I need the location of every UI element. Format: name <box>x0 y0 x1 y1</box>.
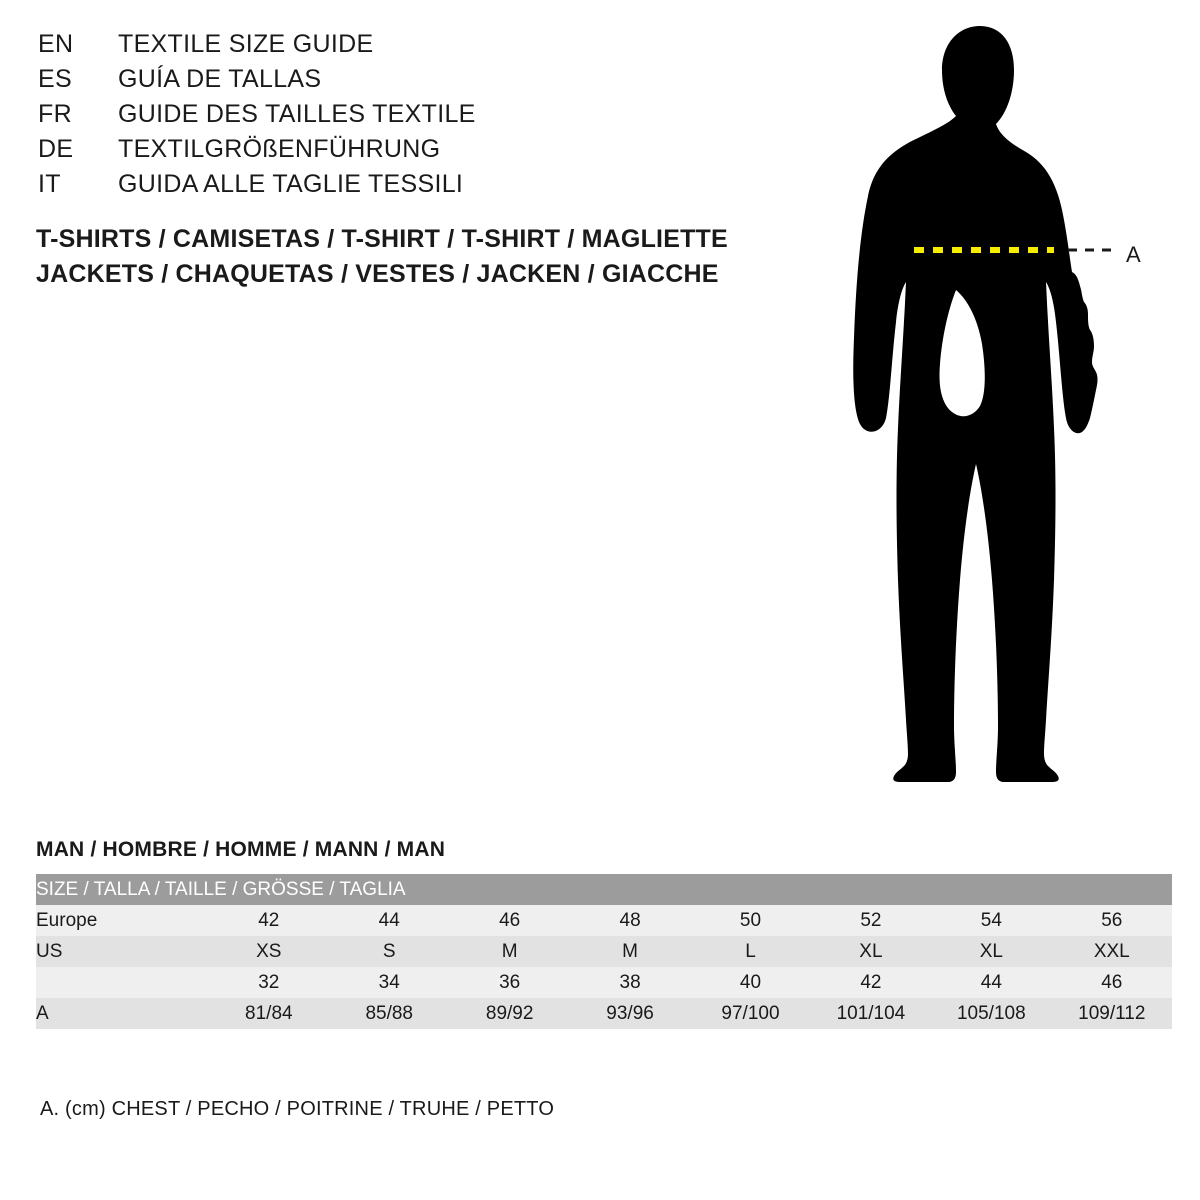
table-cell: 81/84 <box>209 998 329 1029</box>
language-text: GUIDE DES TAILLES TEXTILE <box>118 100 476 128</box>
table-cell: S <box>329 936 449 967</box>
table-cell: XL <box>931 936 1051 967</box>
language-text: GUÍA DE TALLAS <box>118 65 322 93</box>
table-cell: 97/100 <box>690 998 810 1029</box>
table-cell: 38 <box>570 967 690 998</box>
language-text: TEXTILE SIZE GUIDE <box>118 30 374 58</box>
row-label: US <box>36 936 209 967</box>
row-label <box>36 967 209 998</box>
table-cell: 46 <box>449 905 569 936</box>
table-cell: 85/88 <box>329 998 449 1029</box>
table-row <box>36 905 1172 936</box>
table-cell: 42 <box>811 967 931 998</box>
table-cell: 52 <box>811 905 931 936</box>
language-row <box>38 30 758 65</box>
table-cell: XXL <box>1052 936 1172 967</box>
table-cell: 40 <box>690 967 810 998</box>
table-cell: 101/104 <box>811 998 931 1029</box>
table-cell: M <box>570 936 690 967</box>
table-cell: M <box>449 936 569 967</box>
language-row <box>38 100 758 135</box>
table-cell: 32 <box>209 967 329 998</box>
table-row <box>36 998 1172 1029</box>
table-row <box>36 967 1172 998</box>
table-row <box>36 936 1172 967</box>
language-code: EN <box>38 30 74 58</box>
table-cell: 44 <box>931 967 1051 998</box>
body-figure <box>830 20 1170 790</box>
table-cell: 93/96 <box>570 998 690 1029</box>
language-code: FR <box>38 100 72 128</box>
table-cell: 48 <box>570 905 690 936</box>
row-label: A <box>36 998 209 1029</box>
garment-line-jackets: JACKETS / CHAQUETAS / VESTES / JACKEN / GIACCHE <box>36 260 719 288</box>
table-cell: 42 <box>209 905 329 936</box>
language-code: ES <box>38 65 72 93</box>
table-cell: XS <box>209 936 329 967</box>
garment-line-tshirts: T-SHIRTS / CAMISETAS / T-SHIRT / T-SHIRT / MAGLIETTE <box>36 225 728 253</box>
table-cell: 56 <box>1052 905 1172 936</box>
table-cell: 105/108 <box>931 998 1051 1029</box>
measure-label-a: A <box>1126 242 1142 267</box>
language-row <box>38 135 758 170</box>
male-silhouette-icon <box>830 20 1170 790</box>
table-section-title: MAN / HOMBRE / HOMME / MANN / MAN <box>36 838 446 861</box>
language-row <box>38 170 758 205</box>
table-cell: 36 <box>449 967 569 998</box>
table-cell: L <box>690 936 810 967</box>
language-text: TEXTILGRÖßENFÜHRUNG <box>118 135 441 163</box>
language-code: DE <box>38 135 74 163</box>
table-cell: 34 <box>329 967 449 998</box>
garment-category-list <box>36 222 796 292</box>
size-table-section <box>36 838 1172 1029</box>
table-cell: 50 <box>690 905 810 936</box>
footnote-chest-measure: A. (cm) CHEST / PECHO / POITRINE / TRUHE / PETTO <box>40 1098 555 1120</box>
table-cell: 44 <box>329 905 449 936</box>
language-text: GUIDA ALLE TAGLIE TESSILI <box>118 170 464 198</box>
table-cell: 54 <box>931 905 1051 936</box>
size-table <box>36 874 1172 1029</box>
table-cell: XL <box>811 936 931 967</box>
table-cell: 46 <box>1052 967 1172 998</box>
language-row <box>38 65 758 100</box>
table-header-row <box>36 874 1172 905</box>
table-cell: 109/112 <box>1052 998 1172 1029</box>
row-label: Europe <box>36 905 209 936</box>
language-code: IT <box>38 170 61 198</box>
table-header-label: SIZE / TALLA / TAILLE / GRÖSSE / TAGLIA <box>36 874 1172 905</box>
table-cell: 89/92 <box>449 998 569 1029</box>
language-header-list <box>38 30 758 205</box>
